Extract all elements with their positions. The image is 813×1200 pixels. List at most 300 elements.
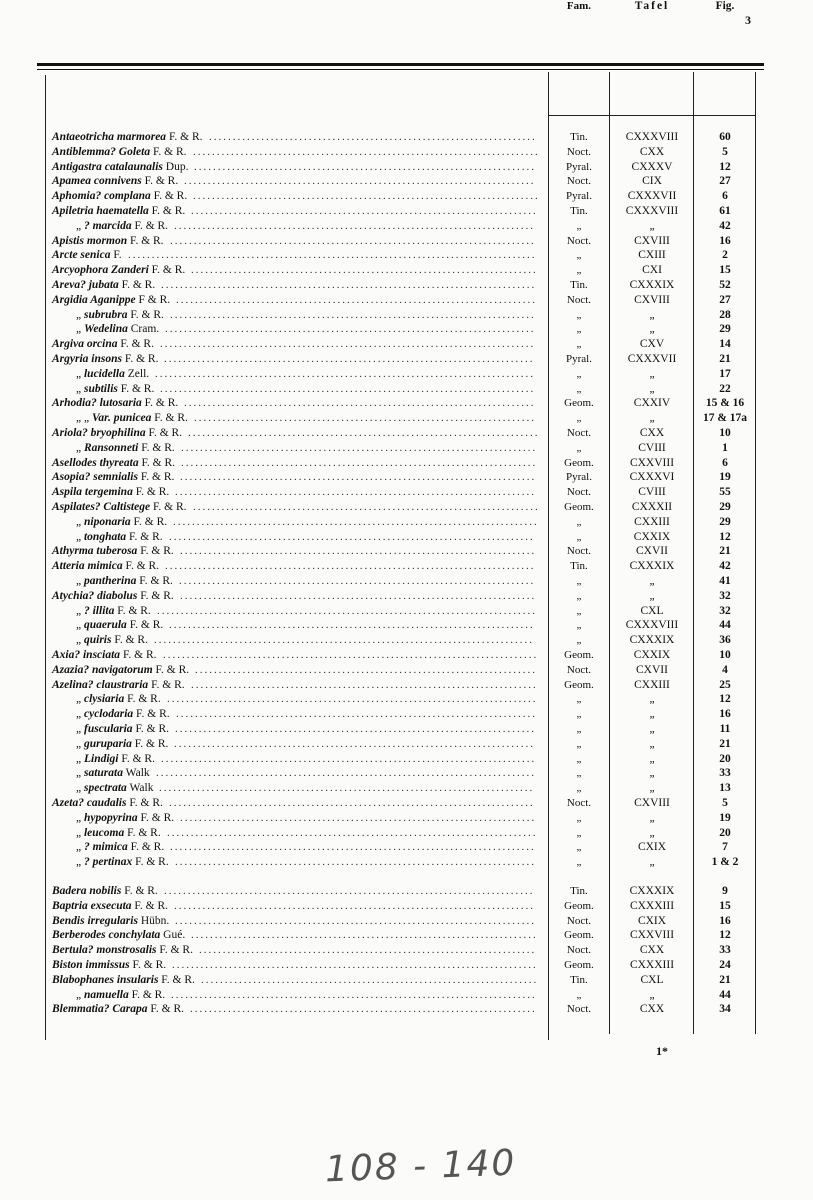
table-row bbox=[0, 352, 813, 367]
cell-taf: CXXXIX bbox=[629, 885, 675, 897]
species-name bbox=[52, 234, 164, 249]
leader-dots: ............................................................................. bbox=[171, 988, 537, 1001]
author: Dup. bbox=[162, 160, 189, 173]
table-row bbox=[0, 382, 813, 397]
table-row bbox=[0, 234, 813, 249]
cell-taf: CXI bbox=[642, 264, 662, 277]
cell-fam: Geom. bbox=[564, 649, 594, 661]
leader-dots: ............................................................................... bbox=[160, 382, 536, 395]
cell-fig: 4 bbox=[722, 663, 728, 676]
cell-taf: „ bbox=[649, 752, 655, 765]
taxon: Baptria exsecuta bbox=[52, 899, 132, 912]
leader-dots: ....................................................................... bbox=[201, 973, 539, 986]
cell-taf: CXXXIII bbox=[629, 899, 675, 912]
cell-fam: „ bbox=[576, 826, 582, 839]
table-row bbox=[0, 485, 813, 500]
leader-dots: ........................................................................... bbox=[180, 545, 537, 558]
cell-taf: CXXXII bbox=[631, 501, 673, 513]
leader-dots: ............................................................................. bbox=[169, 797, 535, 809]
table-row bbox=[0, 174, 813, 189]
cell-fam: Noct. bbox=[566, 797, 592, 809]
ditto-mark: „ bbox=[76, 619, 84, 632]
cell-fig: 21 bbox=[719, 973, 731, 986]
table-row bbox=[0, 263, 813, 278]
taxon: Bendis irregularis bbox=[52, 914, 138, 927]
table-row bbox=[0, 130, 813, 145]
leader-dots: ......................................................................... bbox=[193, 190, 540, 203]
cell-taf: CXX bbox=[639, 1003, 665, 1016]
cell-fig: 42 bbox=[719, 560, 731, 573]
cell-taf: „ bbox=[649, 708, 655, 721]
species-name bbox=[76, 308, 164, 323]
cell-fam: Geom. bbox=[564, 397, 594, 410]
leader-dots: ............................................................................ bbox=[174, 737, 535, 750]
leader-dots: ........................................................................... bbox=[180, 811, 537, 824]
author: F. & R. bbox=[152, 663, 190, 676]
cell-taf: CXXXVII bbox=[627, 190, 677, 203]
leader-dots: .......................................................................... bbox=[184, 175, 536, 188]
author: F. & R. bbox=[133, 708, 170, 721]
cell-taf: „ bbox=[649, 826, 655, 839]
ditto-mark: „ bbox=[76, 752, 84, 765]
cell-fig: 16 bbox=[719, 234, 731, 247]
cell-fam: „ bbox=[576, 708, 582, 721]
species-name bbox=[76, 811, 174, 826]
author: F. & R. bbox=[131, 219, 169, 232]
table-row bbox=[0, 145, 813, 160]
author: F. bbox=[110, 249, 122, 262]
table-row bbox=[0, 189, 813, 204]
author: Zell. bbox=[124, 367, 150, 380]
leader-dots: ............................................................................ bbox=[176, 708, 537, 721]
cell-fam: Noct. bbox=[566, 944, 592, 957]
cell-fig: 29 bbox=[719, 501, 731, 513]
cell-fig: 16 bbox=[719, 708, 731, 721]
species-name bbox=[76, 604, 151, 619]
table-row bbox=[0, 840, 813, 855]
species-name bbox=[76, 219, 168, 234]
cell-fam: „ bbox=[576, 693, 582, 706]
species-name bbox=[76, 707, 170, 722]
cell-fam: „ bbox=[576, 811, 582, 824]
cell-fig: 5 bbox=[722, 145, 728, 158]
species-name bbox=[76, 988, 165, 1003]
species-name bbox=[52, 263, 185, 278]
species-name bbox=[76, 411, 188, 426]
species-name bbox=[76, 441, 175, 456]
cell-taf: „ bbox=[649, 575, 655, 587]
table-row bbox=[0, 322, 813, 337]
table-row bbox=[0, 811, 813, 826]
cell-fam: Noct. bbox=[566, 486, 592, 499]
table-row bbox=[0, 973, 813, 988]
cell-taf: CXXXVI bbox=[629, 471, 675, 484]
cell-fam: „ bbox=[576, 988, 582, 1001]
species-name bbox=[76, 752, 155, 767]
cell-fig: 25 bbox=[719, 678, 731, 691]
cell-taf: CXIII bbox=[638, 249, 666, 262]
cell-taf: „ bbox=[649, 856, 655, 869]
author: F. & R. bbox=[118, 752, 155, 765]
leader-dots: ............................................................................. bbox=[173, 515, 539, 528]
leader-dots: ............................................................................ bbox=[175, 856, 536, 869]
author: F. & R. bbox=[150, 501, 187, 513]
ditto-mark: „ bbox=[76, 441, 84, 454]
table-row bbox=[0, 914, 813, 929]
leader-dots: ............................................................................. bbox=[169, 530, 535, 543]
leader-dots: ......................................................................... bbox=[191, 678, 538, 691]
cell-fam: Pyral. bbox=[566, 190, 592, 203]
table-row bbox=[0, 604, 813, 619]
author: F. & R. bbox=[137, 811, 175, 824]
author: Gué. bbox=[160, 929, 186, 942]
cell-fig: 12 bbox=[719, 929, 731, 942]
table-row bbox=[0, 574, 813, 589]
cell-fam: „ bbox=[576, 634, 582, 647]
cell-taf: CXVII bbox=[636, 663, 668, 676]
leader-dots: ......................................................................... bbox=[193, 501, 540, 513]
leader-dots: .............................................................................. bbox=[167, 826, 538, 839]
taxon: namuella bbox=[83, 988, 129, 1001]
taxon: Badera nobilis bbox=[52, 885, 122, 897]
cell-fam: „ bbox=[576, 441, 582, 454]
cell-taf: „ bbox=[649, 811, 655, 824]
ditto-mark: „ bbox=[76, 604, 84, 617]
leader-dots: .............................................................................. bbox=[164, 885, 535, 897]
cell-fam: Tin. bbox=[570, 131, 588, 143]
author: F. & R. bbox=[122, 560, 160, 573]
leader-dots: ......................................................................... bbox=[191, 264, 538, 277]
leader-dots: ........................................................................... bbox=[179, 575, 536, 587]
taxon: saturata bbox=[83, 767, 123, 780]
cell-fig: 7 bbox=[722, 841, 728, 854]
cell-fig: 44 bbox=[719, 988, 731, 1001]
table-row bbox=[0, 219, 813, 234]
taxon: Arcyophora Zanderi bbox=[52, 264, 149, 277]
taxon: Argidia Aganippe bbox=[52, 293, 136, 306]
ditto-mark: „ bbox=[76, 308, 84, 321]
cell-fam: Tin. bbox=[570, 205, 588, 217]
species-name bbox=[52, 204, 185, 219]
table-row bbox=[0, 515, 813, 530]
cell-fig: 1 bbox=[722, 441, 728, 454]
cell-fam: „ bbox=[576, 249, 582, 262]
author: F. & R. bbox=[127, 308, 164, 321]
table-row bbox=[0, 1002, 813, 1017]
species-name bbox=[52, 337, 154, 352]
leader-dots: ................................................................................ bbox=[157, 604, 537, 617]
table-row bbox=[0, 781, 813, 796]
cell-fig: 11 bbox=[719, 723, 731, 735]
author: F. & R. bbox=[111, 634, 148, 647]
cell-taf: CXIX bbox=[637, 841, 667, 854]
table-row bbox=[0, 500, 813, 515]
leader-dots: ......................................................................... bbox=[190, 1003, 537, 1016]
cell-fam: „ bbox=[576, 723, 582, 735]
species-name bbox=[76, 515, 167, 530]
table-row bbox=[0, 722, 813, 737]
table-row bbox=[0, 426, 813, 441]
table-row bbox=[0, 248, 813, 263]
cell-fig: 20 bbox=[719, 752, 731, 765]
cell-fam: Noct. bbox=[566, 175, 592, 188]
author: Walk bbox=[122, 767, 150, 780]
taxon: guruparia bbox=[83, 737, 132, 750]
table-row bbox=[0, 943, 813, 958]
cell-fig: 24 bbox=[719, 959, 731, 971]
author: Hübn. bbox=[137, 914, 170, 927]
author: F. & R. bbox=[124, 693, 161, 706]
author: F. & R. bbox=[131, 737, 169, 750]
species-name bbox=[52, 293, 170, 308]
ditto-mark: „ „ bbox=[76, 412, 92, 425]
cell-fig: 19 bbox=[719, 471, 731, 484]
cell-taf: „ bbox=[649, 323, 655, 336]
cell-fig: 60 bbox=[719, 131, 731, 143]
table-row bbox=[0, 160, 813, 175]
taxon: Arcte senica bbox=[52, 249, 111, 262]
leader-dots: ............................................................................... bbox=[161, 752, 537, 765]
leader-dots: ............................................................................. bbox=[169, 619, 535, 632]
author: F. & R. bbox=[141, 397, 179, 410]
cell-fig: 17 & 17a bbox=[702, 412, 748, 425]
taxon: subtilis bbox=[83, 382, 118, 395]
cell-taf: CXXIII bbox=[634, 515, 670, 528]
species-name bbox=[52, 130, 203, 145]
cell-fig: 27 bbox=[719, 175, 731, 188]
cell-fig: 14 bbox=[719, 338, 731, 351]
cell-fig: 12 bbox=[719, 530, 731, 543]
taxon: fuscularia bbox=[83, 723, 133, 735]
cell-fam: „ bbox=[576, 575, 582, 587]
cell-fam: Tin. bbox=[570, 279, 588, 291]
species-name bbox=[52, 248, 122, 263]
ditto-mark: „ bbox=[76, 737, 84, 750]
ditto-mark: „ bbox=[76, 515, 84, 528]
leader-dots: ........................................................................ bbox=[195, 663, 537, 676]
cell-fam: „ bbox=[576, 308, 582, 321]
species-name bbox=[52, 958, 166, 973]
taxon: leucoma bbox=[83, 826, 125, 839]
author: F. & R. bbox=[151, 412, 188, 425]
header-tafel: Tafel bbox=[634, 0, 670, 12]
top-rule-thin bbox=[37, 69, 764, 70]
leader-dots: ............................................................................. bbox=[170, 234, 536, 247]
author: F. & R. bbox=[128, 988, 166, 1001]
taxon: Aspilates? Caltistege bbox=[52, 501, 151, 513]
ditto-mark: „ bbox=[76, 530, 84, 543]
author: F. & R. bbox=[141, 175, 179, 188]
leader-dots: ........................................................................... bbox=[180, 471, 537, 484]
author: F. & R. bbox=[132, 723, 170, 735]
header-fam: Fam. bbox=[566, 0, 592, 12]
table-row bbox=[0, 559, 813, 574]
cell-fig: 17 bbox=[719, 367, 731, 380]
cell-fam: Pyral. bbox=[566, 471, 592, 484]
taxon: Apamea connivens bbox=[52, 175, 142, 188]
leader-dots: ............................................................................. bbox=[172, 959, 538, 971]
ditto-mark: „ bbox=[76, 856, 84, 869]
ditto-mark: „ bbox=[76, 988, 84, 1001]
cell-fam: „ bbox=[576, 367, 582, 380]
cell-taf: CXXXIX bbox=[629, 634, 675, 647]
leader-dots: ........................................................................ bbox=[194, 160, 536, 173]
cell-fig: 12 bbox=[719, 160, 731, 173]
cell-fam: Noct. bbox=[566, 293, 592, 306]
ditto-mark: „ bbox=[76, 693, 84, 706]
cell-fam: Noct. bbox=[566, 545, 592, 558]
cell-fam: „ bbox=[576, 382, 582, 395]
cell-taf: CXXXIX bbox=[629, 279, 675, 291]
cell-taf: CXXIV bbox=[633, 397, 671, 410]
cell-taf: „ bbox=[649, 308, 655, 321]
leader-dots: ..................................................................... bbox=[209, 131, 537, 143]
leader-dots: ........................................................................... bbox=[181, 456, 538, 469]
table-row bbox=[0, 707, 813, 722]
taxon: tonghata bbox=[83, 530, 127, 543]
ditto-mark: „ bbox=[76, 826, 84, 839]
taxon: Lindigi bbox=[83, 752, 119, 765]
cell-fam: Noct. bbox=[566, 914, 592, 927]
leader-dots: ......................................................................... bbox=[191, 205, 538, 217]
taxon: Antaeotricha marmorea bbox=[52, 131, 167, 143]
cell-fig: 16 bbox=[719, 914, 731, 927]
taxon: lucidella bbox=[83, 367, 125, 380]
taxon: Argyria insons bbox=[52, 353, 122, 365]
taxon: Arhodia? lutosaria bbox=[52, 397, 142, 410]
taxon: ? marcida bbox=[83, 219, 132, 232]
species-name bbox=[52, 678, 185, 693]
author: F. & R. bbox=[117, 382, 155, 395]
cell-taf: CXXVIII bbox=[629, 456, 675, 469]
cell-fam: „ bbox=[576, 604, 582, 617]
species-name bbox=[52, 899, 168, 914]
species-name bbox=[76, 766, 150, 781]
table-row bbox=[0, 796, 813, 811]
taxon: Bertula? monstrosalis bbox=[52, 944, 157, 957]
cell-fig: 29 bbox=[719, 515, 731, 528]
cell-fig: 32 bbox=[719, 604, 731, 617]
cell-fam: Pyral. bbox=[566, 353, 592, 365]
top-rule bbox=[37, 63, 764, 66]
cell-taf: „ bbox=[649, 589, 655, 602]
leader-dots: ............................................................................ bbox=[174, 899, 535, 912]
cell-fig: 19 bbox=[719, 811, 731, 824]
taxon: subrubra bbox=[83, 308, 128, 321]
cell-fam: „ bbox=[576, 264, 582, 277]
taxon: Aphomia? complana bbox=[52, 190, 151, 203]
species-name bbox=[52, 278, 155, 293]
cell-fam: „ bbox=[576, 856, 582, 869]
cell-taf: CVIII bbox=[638, 486, 666, 499]
table-row bbox=[0, 456, 813, 471]
species-name bbox=[76, 840, 164, 855]
author: F. & R. bbox=[132, 486, 170, 499]
species-name bbox=[52, 943, 193, 958]
cell-fig: 61 bbox=[719, 205, 731, 217]
author: F. & R. bbox=[166, 131, 203, 143]
cell-fig: 5 bbox=[722, 797, 728, 809]
leader-dots: ...................................................................................... bbox=[128, 249, 537, 262]
cell-fig: 21 bbox=[719, 353, 731, 365]
leader-dots: .............................................................................. bbox=[164, 353, 535, 365]
cell-fam: Noct. bbox=[566, 427, 592, 439]
signature-mark: 1* bbox=[656, 1044, 668, 1058]
table-row bbox=[0, 678, 813, 693]
author: F. & R. bbox=[114, 604, 151, 617]
leader-dots: ............................................................................ bbox=[175, 914, 536, 927]
cell-taf: CXIX bbox=[637, 914, 667, 927]
cell-fam: „ bbox=[576, 841, 582, 854]
species-name bbox=[52, 914, 169, 929]
cell-fig: 15 bbox=[719, 264, 731, 277]
cell-fig: 1 & 2 bbox=[711, 856, 739, 869]
taxon: Atychia? diabolus bbox=[52, 589, 138, 602]
author: F. & R. bbox=[124, 826, 161, 839]
table-row bbox=[0, 752, 813, 767]
cell-taf: „ bbox=[649, 367, 655, 380]
table-row bbox=[0, 884, 813, 899]
table-row bbox=[0, 441, 813, 456]
leader-dots: ........................................................................... bbox=[181, 441, 538, 454]
cell-taf: „ bbox=[649, 412, 655, 425]
species-name bbox=[52, 589, 174, 604]
taxon: Ransonneti bbox=[83, 441, 139, 454]
cell-fig: 41 bbox=[719, 575, 731, 587]
taxon: Wedelina bbox=[83, 323, 128, 336]
species-name bbox=[76, 322, 159, 337]
taxon: Atteria mimica bbox=[52, 560, 123, 573]
cell-fig: 55 bbox=[719, 486, 731, 499]
header-rule bbox=[548, 115, 755, 116]
author: F. & R. bbox=[129, 959, 167, 971]
cell-taf: CXVIII bbox=[634, 293, 670, 306]
table-row bbox=[0, 855, 813, 870]
taxon: Areva? jubata bbox=[52, 279, 119, 291]
author: F. & R. bbox=[158, 973, 195, 986]
cell-taf: CIX bbox=[642, 175, 662, 188]
author: F. & R. bbox=[137, 471, 175, 484]
cell-fam: „ bbox=[576, 515, 582, 528]
species-name bbox=[76, 618, 163, 633]
cell-taf: CXL bbox=[640, 973, 664, 986]
cell-fig: 22 bbox=[719, 382, 731, 395]
leader-dots: ......................................................................... bbox=[193, 145, 540, 158]
cell-taf: CXX bbox=[639, 145, 665, 158]
cell-taf: CXXXVII bbox=[627, 353, 677, 365]
cell-fig: 44 bbox=[719, 619, 731, 632]
table-row bbox=[0, 293, 813, 308]
taxon: Biston immissus bbox=[52, 959, 130, 971]
species-name bbox=[52, 884, 158, 899]
taxon: Ariola? bryophilina bbox=[52, 427, 146, 439]
ditto-mark: „ bbox=[76, 367, 84, 380]
cell-fam: Geom. bbox=[564, 456, 594, 469]
cell-taf: CXXXVIII bbox=[625, 131, 679, 143]
cell-fam: Tin. bbox=[570, 885, 588, 897]
cell-fig: 28 bbox=[719, 308, 731, 321]
cell-taf: CXXIX bbox=[633, 530, 671, 543]
cell-fam: „ bbox=[576, 412, 582, 425]
table-row bbox=[0, 470, 813, 485]
author: F. & R. bbox=[150, 190, 188, 203]
leader-dots: ............................................................................ bbox=[176, 293, 537, 306]
leader-dots: ............................................................................. bbox=[170, 841, 536, 854]
ditto-mark: „ bbox=[76, 723, 84, 735]
cell-fam: Noct. bbox=[566, 663, 592, 676]
author: F & R. bbox=[135, 293, 171, 306]
author: F. & R. bbox=[137, 589, 174, 602]
